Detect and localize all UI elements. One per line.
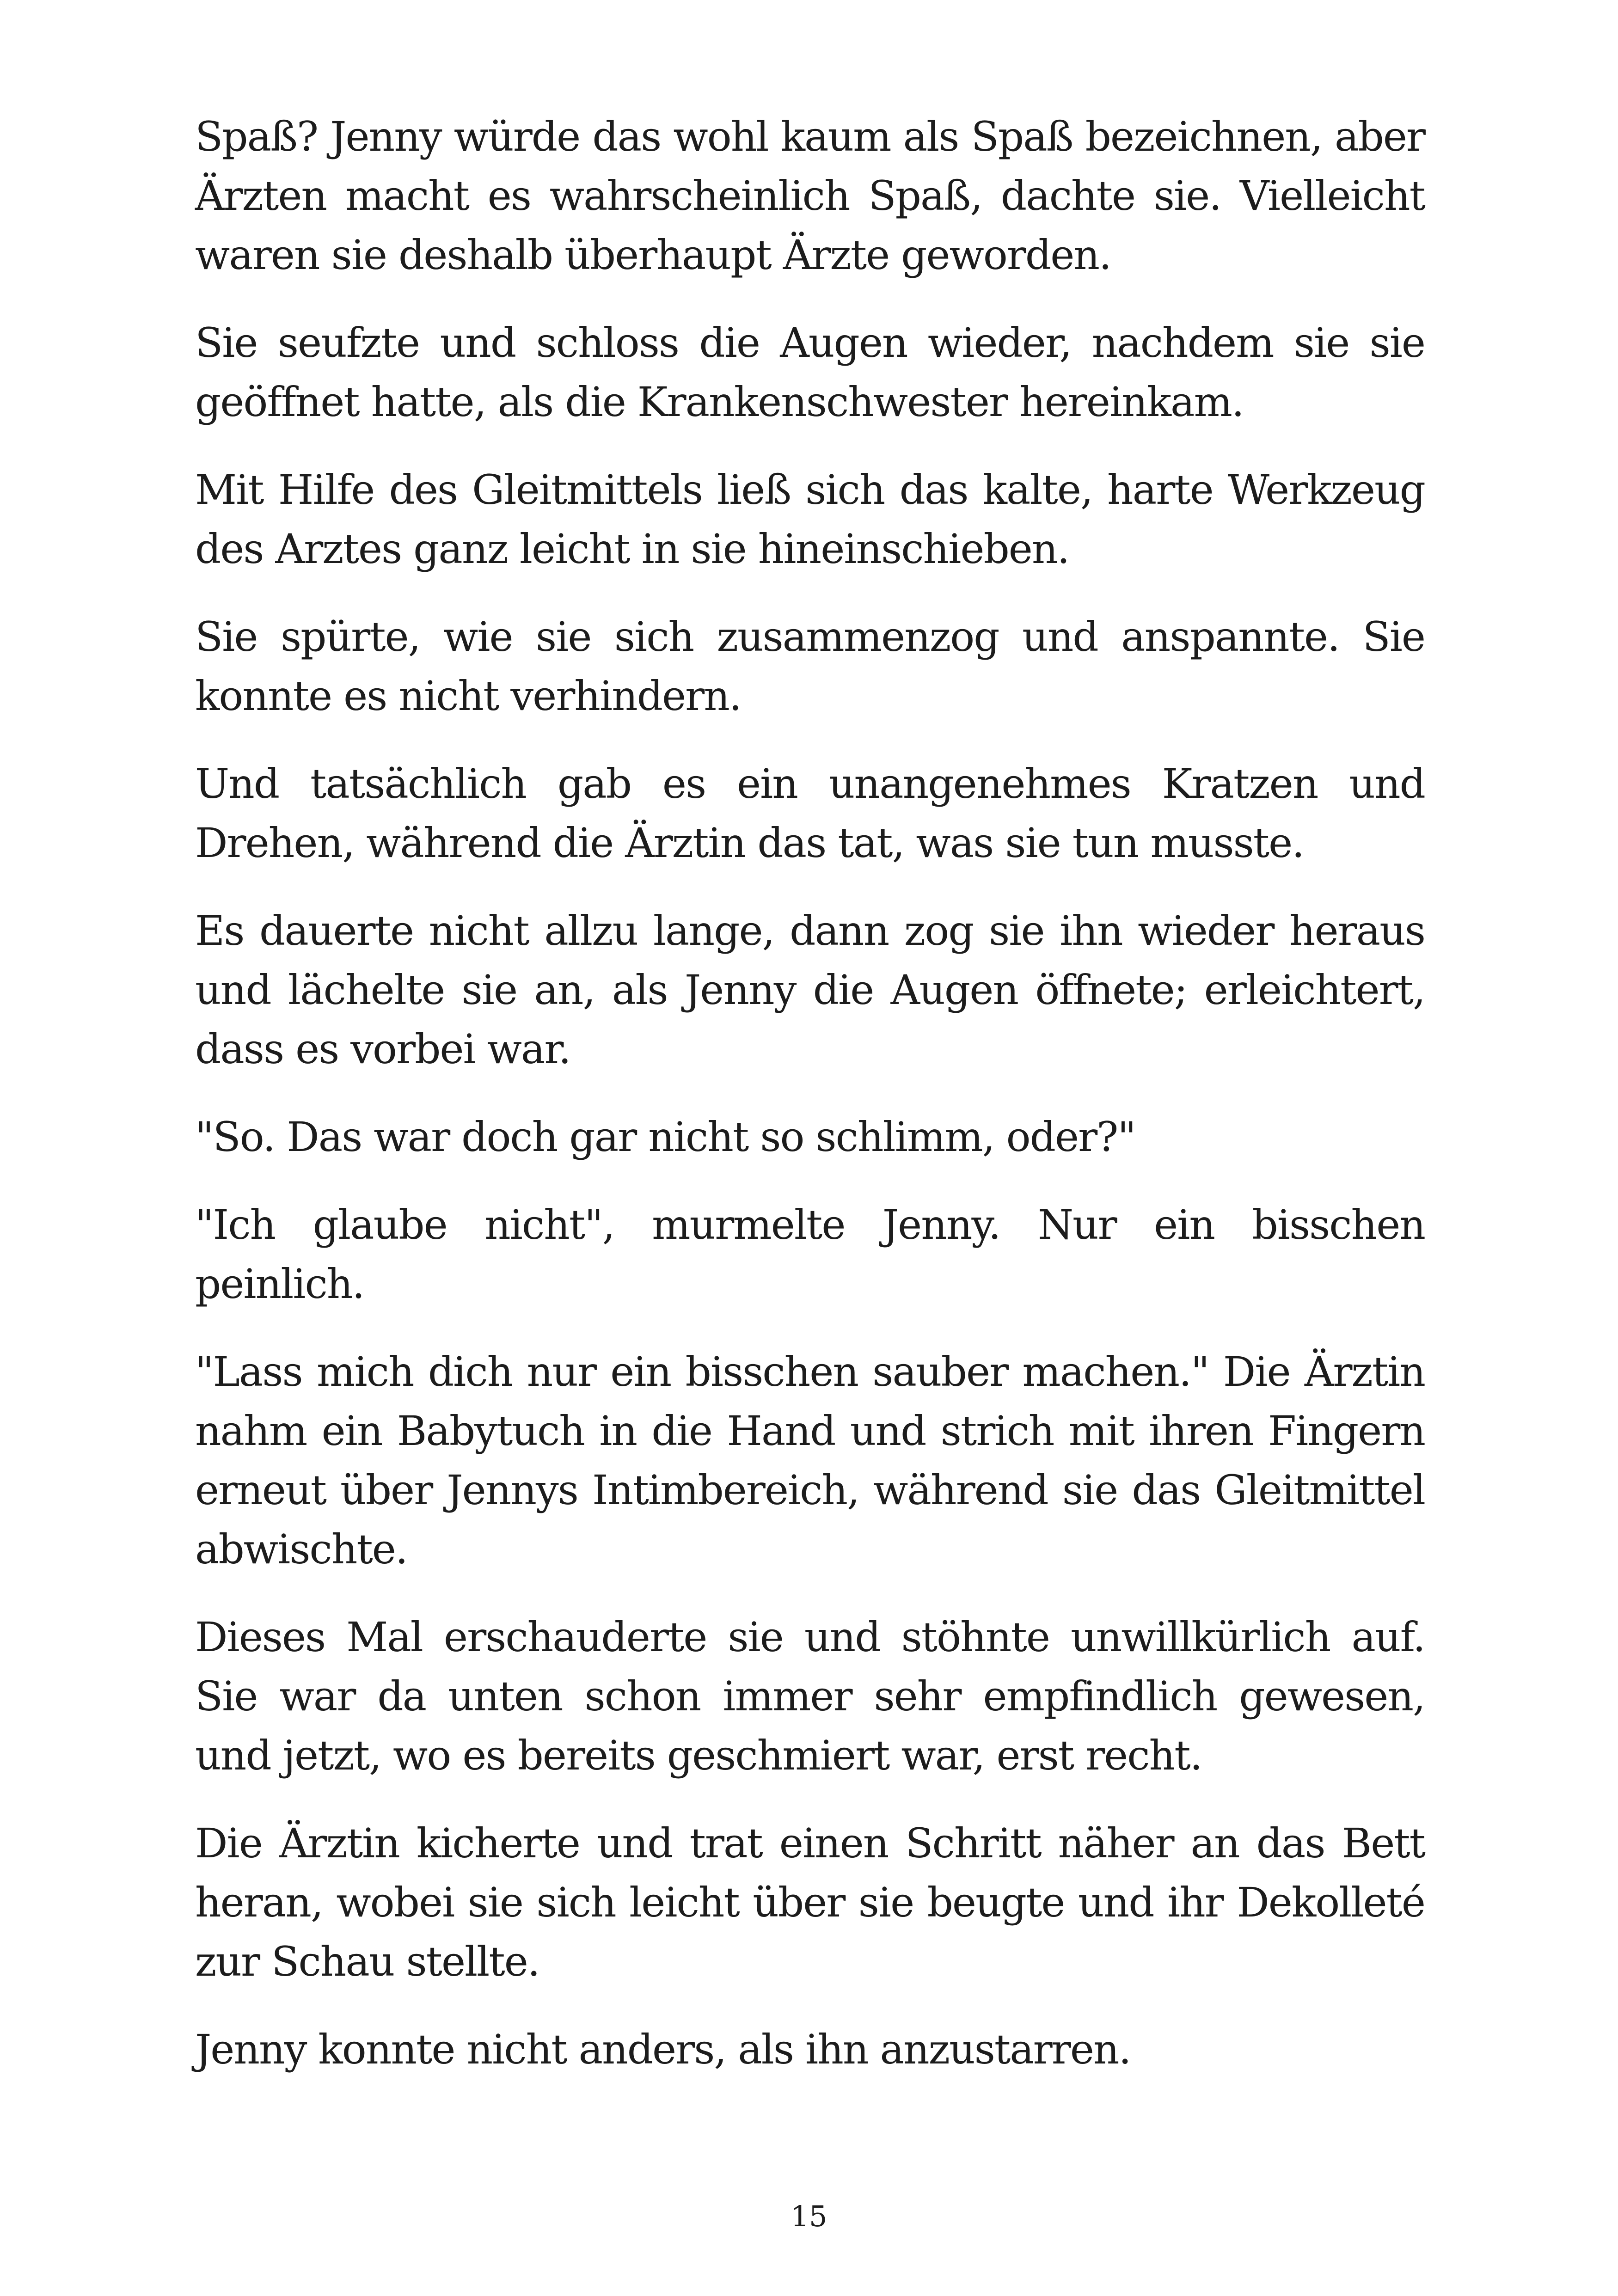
paragraph-10: Dieses Mal erschauderte sie und stöhnte unwillkürlich auf. Sie war da unten schon immer sehr empfindlich gewesen, und jetzt, wo es bereits geschmiert war, erst recht. xyxy=(195,1613,1425,1779)
paragraph-11: Die Ärztin kicherte und trat einen Schritt näher an das Bett heran, wobei sie sich leicht über sie beugte und ihr Dekolleté zur Schau stellte. xyxy=(195,1819,1425,1985)
paragraph-12: Jenny konnte nicht anders, als ihn anzustarren. xyxy=(195,2026,1131,2073)
paragraph-8: "Ich glaube nicht", murmelte Jenny. Nur ein bisschen peinlich. xyxy=(195,1201,1425,1308)
page-number: 15 xyxy=(791,2199,827,2233)
body-text xyxy=(195,107,1425,2108)
paragraph-4: Sie spürte, wie sie sich zusammenzog und anspannte. Sie konnte es nicht verhindern. xyxy=(195,613,1425,720)
paragraph-1: Spaß? Jenny würde das wohl kaum als Spaß bezeichnen, aber Ärzten macht es wahrscheinlich Spaß, dachte sie. Vielleicht waren sie deshalb überhaupt Ärzte geworden. xyxy=(195,113,1425,279)
paragraph-2: Sie seufzte und schloss die Augen wieder, nachdem sie sie geöffnet hatte, als die Krankenschwester hereinkam. xyxy=(195,319,1425,426)
paragraph-5: Und tatsächlich gab es ein unangenehmes Kratzen und Drehen, während die Ärztin das tat, was sie tun musste. xyxy=(195,760,1425,867)
paragraph-6: Es dauerte nicht allzu lange, dann zog sie ihn wieder heraus und lächelte sie an, als Jenny die Augen öffnete; erleichtert, dass es vorbei war. xyxy=(195,907,1425,1073)
paragraph-9: "Lass mich dich nur ein bisschen sauber machen." Die Ärztin nahm ein Babytuch in die Hand und strich mit ihren Fingern erneut über Jennys Intimbereich, während sie das Gleitmittel abwischte. xyxy=(195,1348,1425,1573)
paragraph-7: "So. Das war doch gar nicht so schlimm, oder?" xyxy=(195,1113,1135,1161)
paragraph-3: Mit Hilfe des Gleitmittels ließ sich das kalte, harte Werkzeug des Arztes ganz leicht in sie hineinschieben. xyxy=(195,466,1425,573)
